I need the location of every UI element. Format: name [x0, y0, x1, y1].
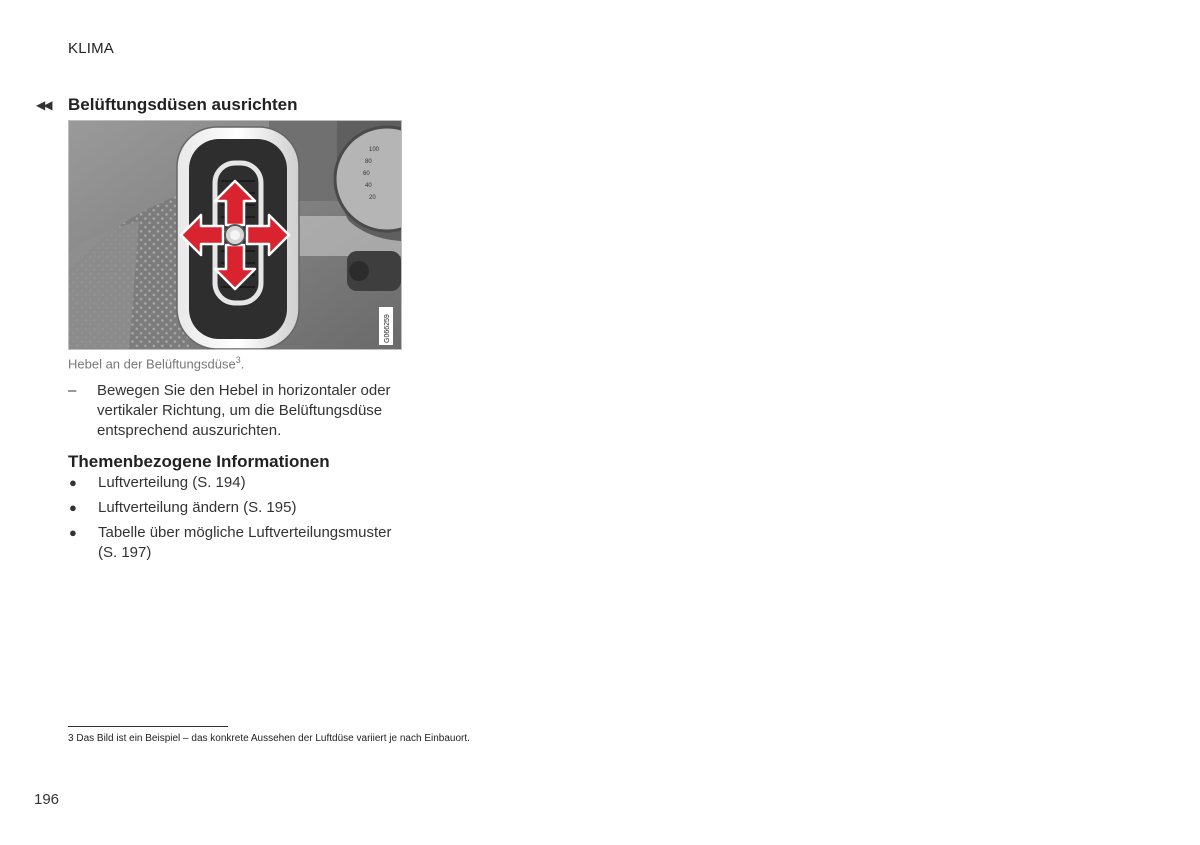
- gauge-tick-label: 80: [365, 159, 372, 165]
- page-number: 196: [34, 791, 60, 808]
- gauge-tick-label: 20: [369, 195, 376, 201]
- related-info-list: [68, 473, 408, 568]
- vent-lever-knob-center: [230, 230, 240, 240]
- figure-caption-end: .: [240, 356, 245, 372]
- section-label: KLIMA: [68, 40, 115, 57]
- vent-illustration: [68, 120, 402, 350]
- related-link[interactable]: Tabelle über mögliche Luftverteilungsmuster (S. 197): [98, 524, 392, 561]
- footnote: [68, 733, 470, 744]
- footnote-marker: 3: [68, 733, 74, 744]
- step-dash-marker: –: [68, 382, 77, 399]
- stalk-knob: [349, 261, 369, 281]
- footnote-reference[interactable]: 3: [235, 355, 241, 365]
- related-link[interactable]: Luftverteilung (S. 194): [98, 474, 246, 491]
- bullet-icon: ●: [69, 525, 77, 540]
- figure-caption: [68, 355, 244, 371]
- gauge-tick-label: 40: [365, 183, 372, 189]
- list-item[interactable]: [68, 523, 408, 563]
- related-link[interactable]: Luftverteilung ändern (S. 195): [98, 499, 297, 516]
- double-chevron-left-icon[interactable]: ◀◀: [36, 98, 51, 112]
- article-title: Belüftungsdüsen ausrichten: [68, 95, 298, 114]
- figure-caption-text: Hebel an der Belüftungsdüse: [68, 356, 236, 372]
- related-info-heading: Themenbezogene Informationen: [68, 452, 330, 471]
- list-item[interactable]: [68, 473, 408, 493]
- gauge-tick-label: 100: [369, 147, 380, 153]
- list-item[interactable]: [68, 498, 408, 518]
- article-heading-row: [36, 95, 298, 115]
- bullet-icon: ●: [69, 475, 77, 490]
- gauge-tick-label: 60: [363, 171, 370, 177]
- vent-illustration-svg: [69, 121, 401, 349]
- image-code: G066259: [384, 314, 391, 343]
- bullet-icon: ●: [69, 500, 77, 515]
- instruction-step: [68, 381, 408, 441]
- footnote-text: Das Bild ist ein Beispiel – das konkrete Aussehen der Luftdüse variiert je nach Einbauort.: [76, 733, 470, 744]
- instruction-text: Bewegen Sie den Hebel in horizontaler oder vertikaler Richtung, um die Belüftungsdüse entsprechend auszurichten.: [97, 382, 391, 439]
- footnote-divider: [68, 726, 228, 727]
